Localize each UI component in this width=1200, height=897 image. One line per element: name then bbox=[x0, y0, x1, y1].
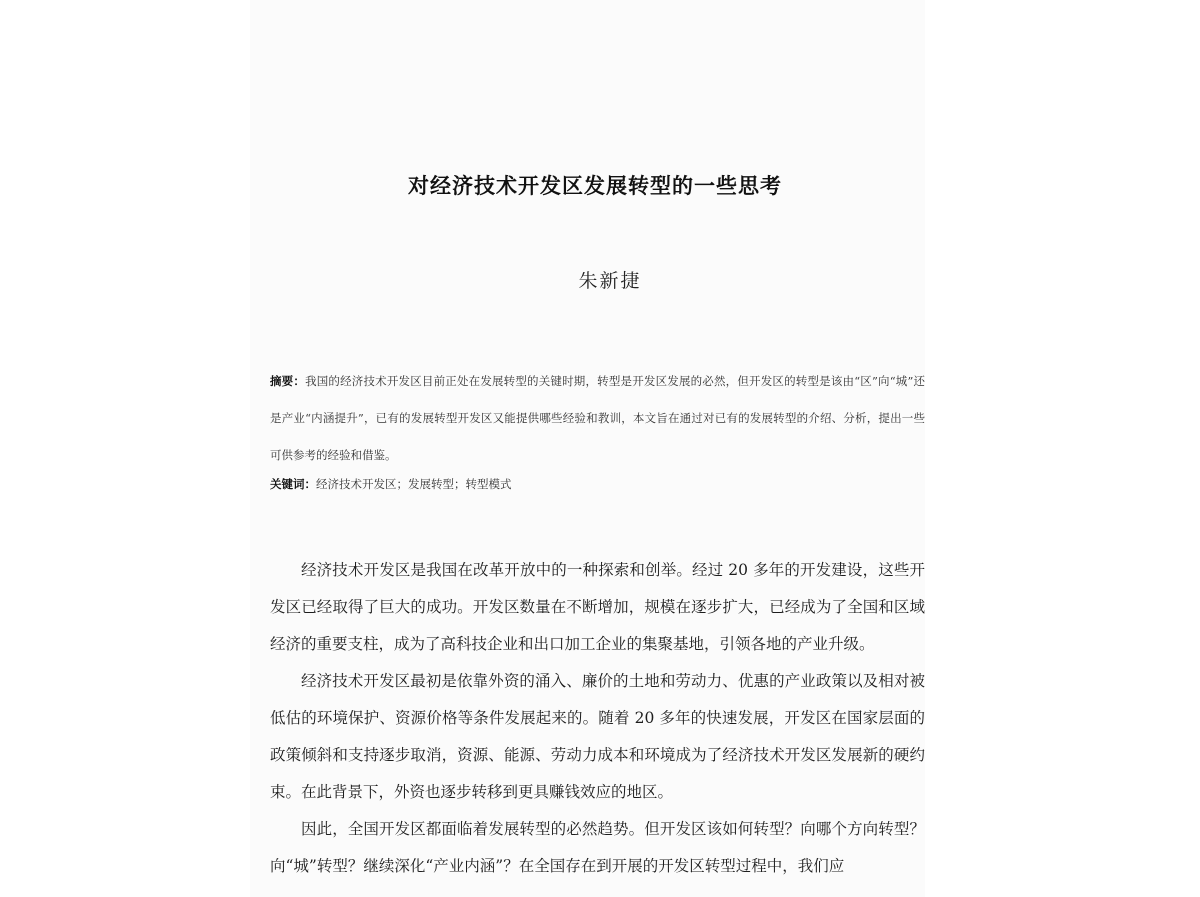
abstract-label: 摘要： bbox=[270, 374, 306, 388]
author-name: 朱新捷 bbox=[578, 270, 642, 292]
body-paragraph-1: 经济技术开发区是我国在改革开放中的一种探索和创举。经过 20 多年的开发建设，这些开发区已经取得了巨大的成功。开发区数量在不断增加，规模在逐步扩大，已经成为了全国和区域经济的重要支柱，成为了高科技企业和出口加工企业的集聚基地，引领各地的产业升级。 bbox=[270, 561, 925, 653]
abstract-text: 我国的经济技术开发区目前正处在发展转型的关键时期，转型是开发区发展的必然，但开发区的转型是该由“区”向“城”还是产业“内涵提升”，已有的发展转型开发区又能提供哪些经验和教训，本文旨在通过对已有的发展转型的介绍、分析，提出一些可供参考的经验和借鉴。 bbox=[270, 374, 926, 462]
paper-title: 对经济技术开发区发展转型的一些思考 bbox=[408, 174, 782, 198]
body-text bbox=[270, 552, 925, 897]
keywords bbox=[270, 474, 925, 494]
keywords-text: 经济技术开发区；发展转型；转型模式 bbox=[316, 477, 512, 491]
body-paragraph-2: 经济技术开发区最初是依靠外资的涌入、廉价的土地和劳动力、优惠的产业政策以及相对被低估的环境保护、资源价格等条件发展起来的。随着 20 多年的快速发展，开发区在国家层面的政策倾斜和支持逐步取消，资源、能源、劳动力成本和环境成为了经济技术开发区发展新的硬约束。在此背景下，外资也逐步转移到更具赚钱效应的地区。 bbox=[270, 672, 925, 801]
body-paragraph-3: 因此，全国开发区都面临着发展转型的必然趋势。但开发区该如何转型？向哪个方向转型？向“城”转型？继续深化“产业内涵”？在全国存在到开展的开发区转型过程中，我们应 bbox=[270, 820, 925, 875]
abstract bbox=[270, 363, 925, 474]
keywords-label: 关键词： bbox=[270, 477, 316, 491]
